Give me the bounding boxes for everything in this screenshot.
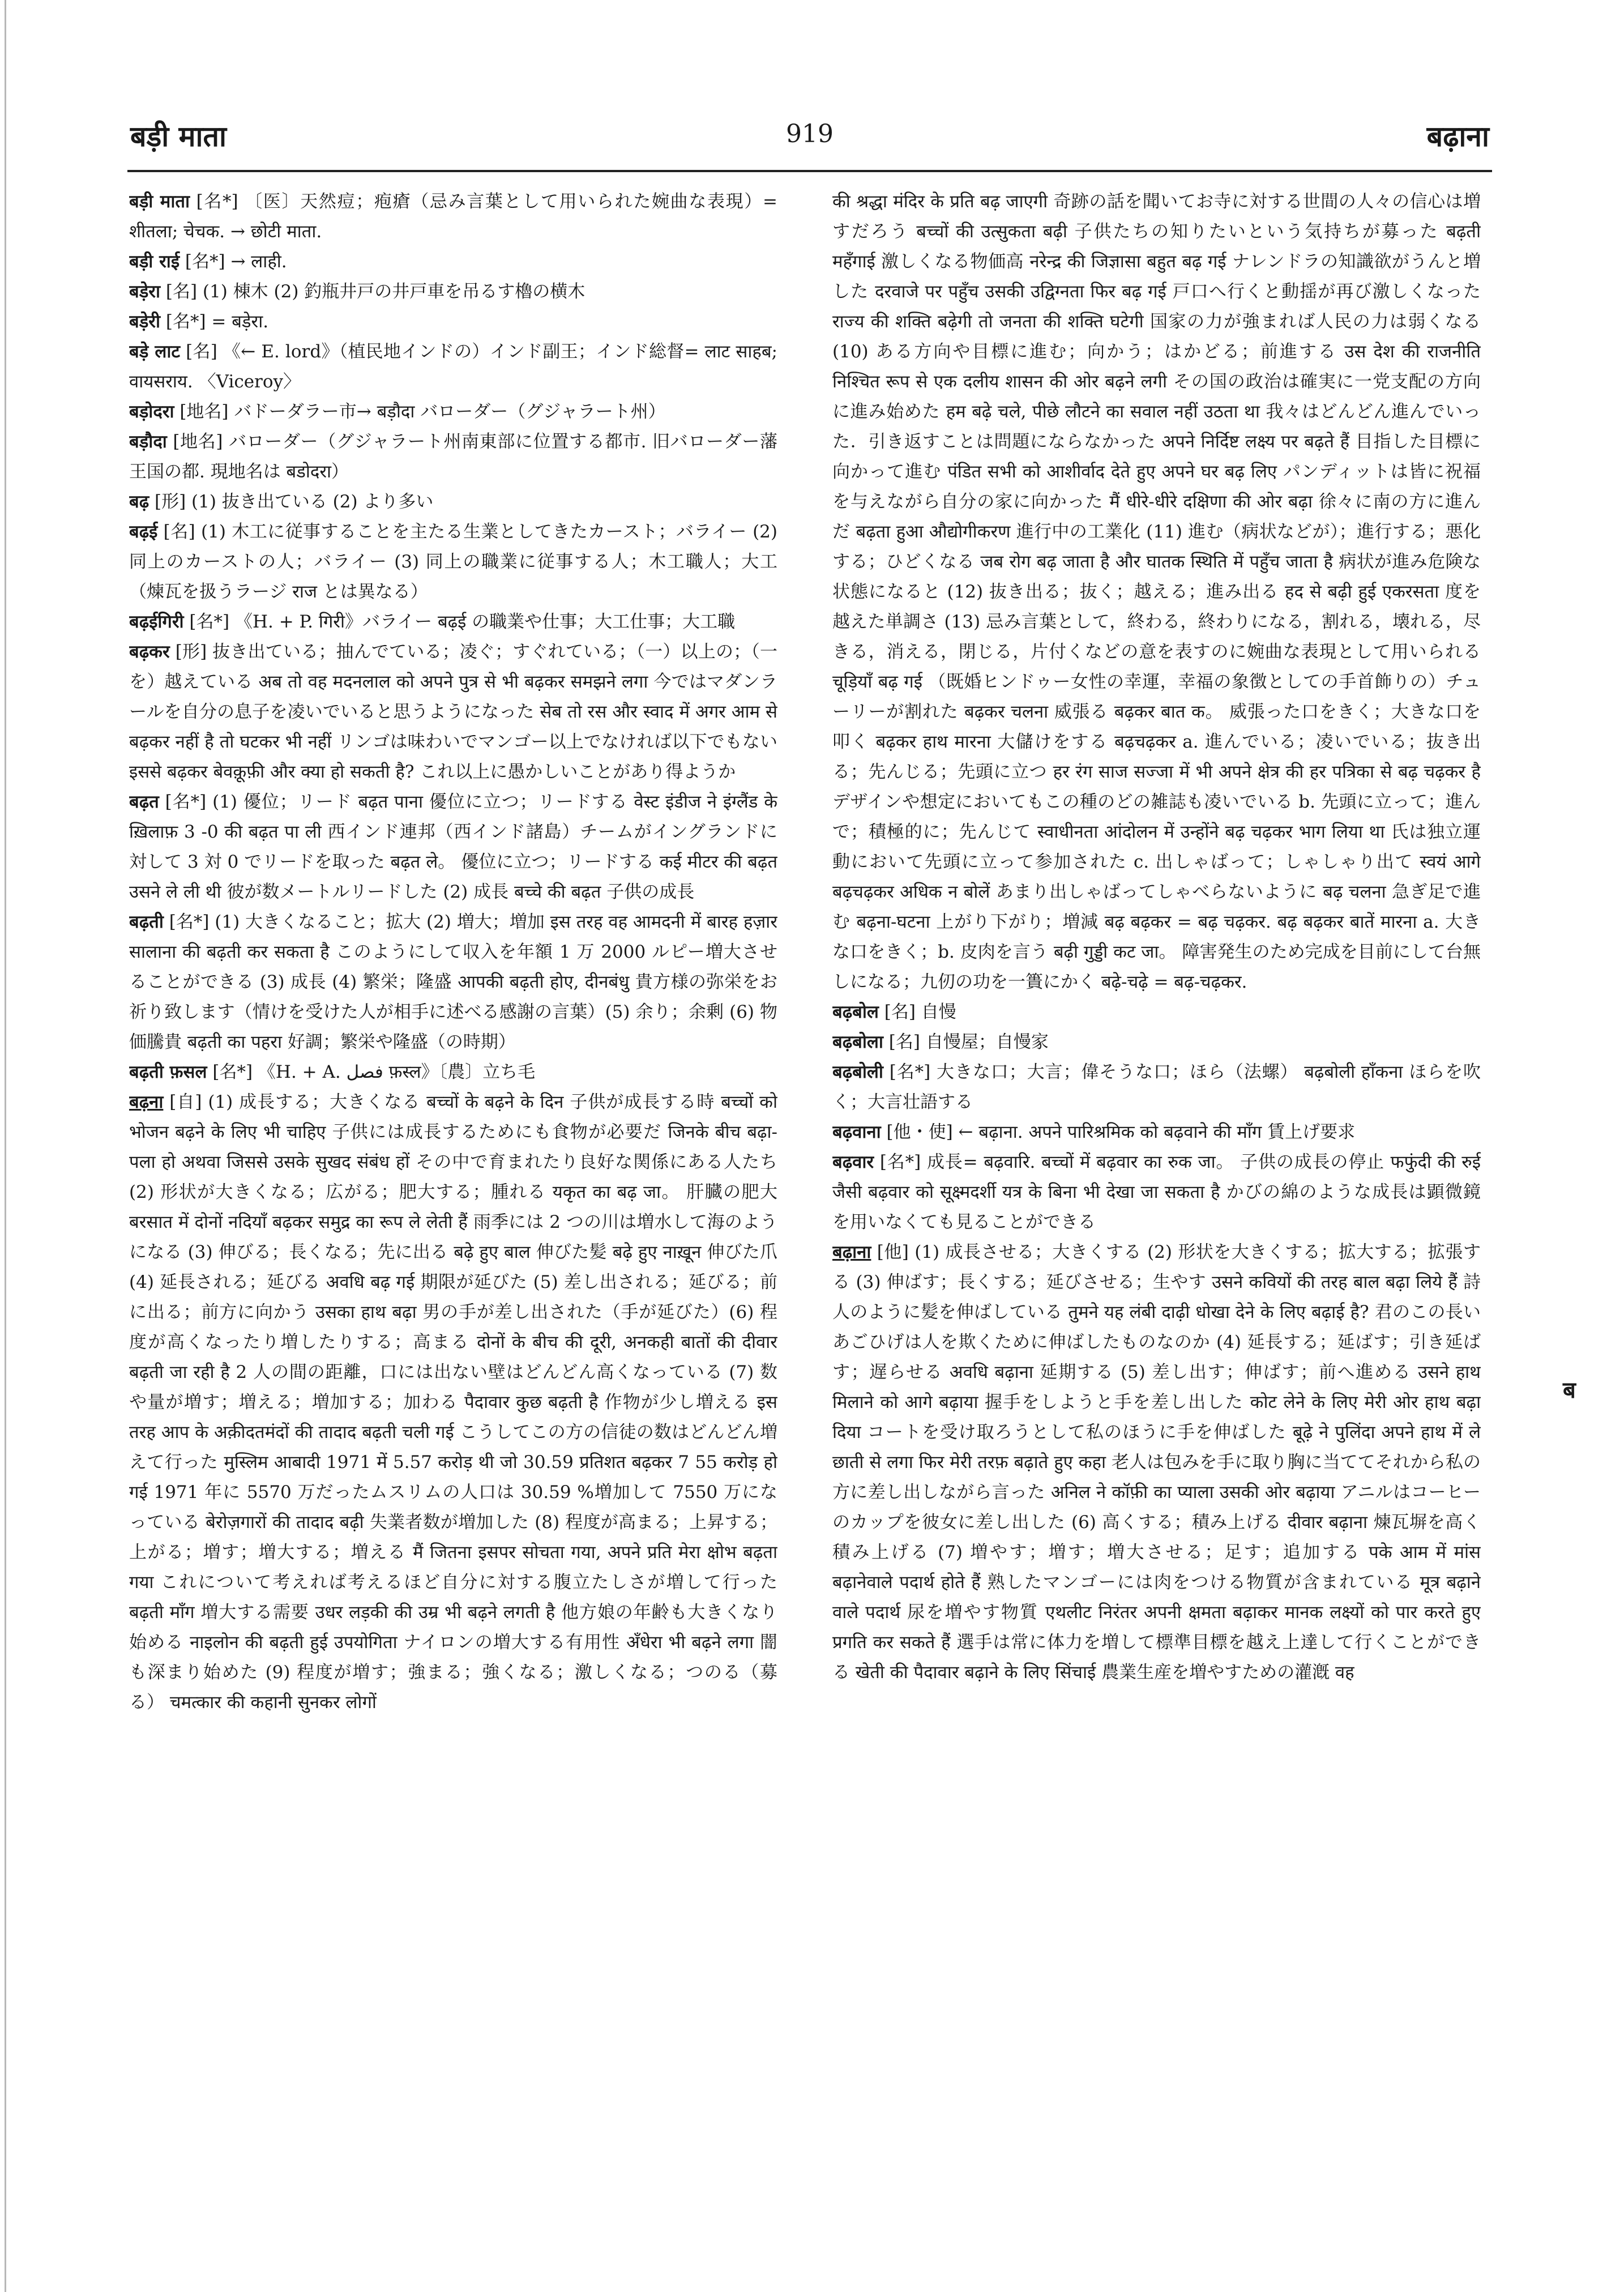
entry-gloss: [名] 自慢屋；自慢家 — [883, 1032, 1049, 1052]
dictionary-entry — [129, 607, 777, 637]
entry-gloss: की श्रद्धा मंदिर के प्रति बढ़ जाएगी 奇跡の話を聞いてお寺に対する世間の人々の信心は増すだろう बच्चों की उत्सुकता बढ़ी 子供たちの知りたいという気持ちが募った बढ़ती महँगाई 激しくなる物価高 नरेन्द्र की जिज्ञासा बहुत बढ़ गई ナレンドラの知識欲がうんと増した दरवाजे पर पहुँच उसकी उद्विग्नता फिर बढ़ गई 戸口へ行くと動揺が再び激しくなった राज्य की शक्ति बढ़ेगी तो जनता की शक्ति घटेगी 国家の力が強まれば人民の力は弱くなる (10) ある方向や目標に進む；向かう；はかどる；前進する उस देश की राजनीति निश्चित रूप से एक दलीय शासन की ओर बढ़ने लगी その国の政治は確実に一党支配の方向に進み始めた हम बढ़े चले, पीछे लौटने का सवाल नहीं उठता था 我々はどんどん進んでいった．引き返すことは問題にならなかった अपने निर्दिष्ट लक्ष्य पर बढ़ते हैं 目指した目標に向かって進む पंडित सभी को आशीर्वाद देते हुए अपने घर बढ़ लिए パンディットは皆に祝福を与えながら自分の家に向かった मैं धीरे-धीरे दक्षिणा की ओर बढ़ा 徐々に南の方に進んだ बढ़ता हुआ औद्योगीकरण 進行中の工業化 (11) 進む（病状などが）；進行する；悪化する；ひどくなる जब रोग बढ़ जाता है और घातक स्थिति में पहुँच जाता है 病状が進み危険な状態になると (12) 抜き出る；抜く；越える；進み出る हद से बढ़ी हुई एकरसता 度を越えた単調さ (13) 忌み言葉として，終わる，終わりになる，割れる，壊れる，尽きる，消える，閉じる，片付くなどの意を表すのに婉曲な表現として用いられる चूड़ियाँ बढ़ गई （既婚ヒンドゥー女性の幸運，幸福の象徴としての手首飾りの）チューリーが割れた बढ़कर चलना 威張る बढ़कर बात क。 威張った口をきく；大きな口を叩く बढ़कर हाथ मारना 大儲けをする बढ़चढ़कर a. 進んでいる；凌いでいる；抜き出る；先んじる；先頭に立つ हर रंग साज सज्जा में भी अपने क्षेत्र की हर पत्रिका से बढ़ चढ़कर है デザインや想定においてもこの種のどの雑誌も凌いでいる b. 先頭に立って；進んで；積極的に；先んじて स्वाधीनता आंदोलन में उन्होंने बढ़ चढ़कर भाग लिया था 氏は独立運動において先頭に立って参加された c. 出しゃばって；しゃしゃり出て स्वयं आगे बढ़चढ़कर अधिक न बोलें あまり出しゃばってしゃべらないように बढ़ चलना 急ぎ足で進む बढ़ना-घटना 上がり下がり；増減 बढ़ बढ़कर = बढ़ चढ़कर. बढ़ बढ़कर बातें मारना a. 大きな口をきく；b. 皮肉を言う बढ़ी गुड्डी कट जा。 障害発生のため完成を目前にして台無しになる；九仞の功を一簣にかく बढ़े-चढ़े = बढ़-चढ़कर. — [832, 191, 1481, 992]
entry-headword: बड़ोदरा — [129, 402, 174, 422]
entry-headword: बड़ेरी — [129, 311, 160, 332]
dictionary-entry — [129, 337, 777, 397]
entry-gloss: [他・使] ← बढ़ाना. अपने पारिश्रमिक को बढ़वाने की माँग 賃上げ要求 — [881, 1122, 1356, 1142]
dictionary-entry — [129, 787, 777, 907]
dictionary-entry — [129, 1057, 777, 1087]
entry-headword: बड़ी माता — [129, 191, 190, 212]
entry-gloss: [地名] バローダー（グジャラート州南東部に位置する都市. 旧バローダー藩王国の都. 現地名は बडोदरा） — [129, 432, 777, 482]
entry-headword: बढ़वार — [832, 1152, 874, 1172]
header-first-entry: बड़ी माता — [130, 119, 226, 153]
entry-headword: बड़ेरा — [129, 281, 160, 302]
dictionary-entry — [832, 1117, 1481, 1147]
dictionary-entry — [129, 277, 777, 307]
header-rule — [127, 170, 1492, 172]
dictionary-entry — [129, 637, 777, 787]
entry-gloss: [地名] バドーダラー市→ बड़ौदा バローダー（グジャラート州） — [174, 402, 666, 422]
entry-gloss: [名*] 《H. + P. गिरी》バライー बढ़ई の職業や仕事；大工仕事；大工職 — [183, 612, 736, 632]
entry-gloss: [名] (1) 木工に従事することを主たる生業としてきたカースト；バライー (2) 同上のカーストの人；バライー (3) 同上の職業に従事する人；木工職人；大工（煉瓦を扱うラージ राज とは異なる） — [129, 522, 777, 602]
page-header — [130, 116, 1489, 167]
dictionary-entry — [129, 247, 777, 277]
entry-headword: बड़ौदा — [129, 432, 167, 452]
dictionary-entry — [129, 517, 777, 607]
entry-gloss: [名*] (1) 優位；リード बढ़त पाना 優位に立つ；リードする वेस्ट इंडीज ने इंग्लैंड के ख़िलाफ़ 3 -0 की बढ़त पा ली 西インド連邦（西インド諸島）チームがイングランドに対して 3 対 0 でリードを取った बढ़त ले。 優位に立つ；リードする कई मीटर की बढ़त उसने ले ली थी 彼が数メートルリードした (2) 成長 बच्चे की बढ़त 子供の成長 — [129, 792, 777, 902]
entry-gloss: [名] (1) 棟木 (2) 釣瓶井戸の井戸車を吊るす櫓の横木 — [160, 281, 586, 302]
entry-gloss: [名*] (1) 大きくなること；拡大 (2) 増大；増加 इस तरह वह आमदनी में बारह हज़ार सालाना की बढ़ती कर सकता है このようにして収入を年額 1 万 2000 ルピー増大させることができる (3) 成長 (4) 繁栄；隆盛 आपकी बढ़ती होए, दीनबंधु 貴方様の弥栄をお祈り致します（情けを受けた人が相手に述べる感謝の言葉）(5) 余り；余剰 (6) 物価騰貴 बढ़ती का पहरा 好調；繁栄や隆盛（の時期） — [129, 912, 777, 1052]
entry-gloss: [自] (1) 成長する；大きくなる बच्चों के बढ़ने के दिन 子供が成長する時 बच्चों को भोजन बढ़ने के लिए भी चाहिए 子供には成長するためにも食物が必要だ जिनके बीच बढ़ा-पला हो अथवा जिससे उसके सुखद संबंध हों その中で育まれたり良好な関係にある人たち (2) 形状が大きくなる；広がる；肥大する；腫れる यकृत का बढ़ जा。 肝臓の肥大 बरसात में दोनों नदियाँ बढ़कर समुद्र का रूप ले लेती हैं 雨季には 2 つの川は増水して海のようになる (3) 伸びる；長くなる；先に出る बढ़े हुए बाल 伸びた髪 बढ़े हुए नाख़ून 伸びた爪 (4) 延長される；延びる अवधि बढ़ गई 期限が延びた (5) 差し出される；延びる；前に出る；前方に向かう उसका हाथ बढ़ा 男の手が差し出された（手が延びた）(6) 程度が高くなったり増したりする；高まる दोनों के बीच की दूरी, अनकही बातों की दीवार बढ़ती जा रही है 2 人の間の距離，口には出ない壁はどんどん高くなっている (7) 数や量が増す；増える；増加する；加わる पैदावार कुछ बढ़ती है 作物が少し増える इस तरह आप के अक़ीदतमंदों की तादाद बढ़ती चली गई こうしてこの方の信徒の数はどんどん増えて行った मुस्लिम आबादी 1971 में 5.57 करोड़ थी जो 30.59 प्रतिशत बढ़कर 7 55 करोड़ हो गई 1971 年に 5570 万だったムスリムの人口は 30.59 %増加して 7550 万になっている बेरोज़गारों की तादाद बढ़ी 失業者数が増加した (8) 程度が高まる；上昇する；上がる；増す；増大する；増える मैं जितना इसपर सोचता गया, अपने प्रति मेरा क्षोभ बढ़ता गया これについて考えれば考えるほど自分に対する腹立たしさが増して行った बढ़ती माँग 増大する需要 उधर लड़की की उम्र भी बढ़ने लगती है 他方娘の年齢も大きくなり始める नाइलोन की बढ़ती हुई उपयोगिता ナイロンの増大する有用性 अँधेरा भी बढ़ने लगा 闇も深まり始めた (9) 程度が増す；強まる；強くなる；激しくなる；つのる（募る） चमत्कार की कहानी सुनकर लोगों — [129, 1092, 777, 1713]
entry-headword: बढ़कर — [129, 642, 170, 662]
entry-gloss: [名*] 大きな口；大言；偉そうな口；ほら（法螺） बढ़बोली हाँकना ほらを吹く；大言壮語する — [832, 1062, 1481, 1112]
entry-headword: बढ़त — [129, 792, 159, 812]
entry-gloss: [名*] 〔医〕天然痘；疱瘡（忌み言葉として用いられた婉曲な表現）= शीतला; चेचक. → छोटी माता. — [129, 191, 777, 242]
entry-gloss: [名] 《← E. lord》（植民地インドの）インド副王；インド総督= लाट साहब; वायसराय. 〈Viceroy〉 — [129, 342, 777, 392]
entry-headword: बढ़ती फ़सल — [129, 1062, 207, 1082]
entry-headword: बढ़बोल — [832, 1002, 879, 1022]
entry-headword: बढ़वाना — [832, 1122, 881, 1142]
dictionary-entry — [832, 1027, 1481, 1057]
entry-headword: बड़े लाट — [129, 342, 181, 362]
dictionary-entry — [832, 1057, 1481, 1117]
entry-gloss: [形] 抜き出ている；抽んでている；凌ぐ；すぐれている；（一）以上の；（一を）越えている अब तो वह मदनलाल को अपने पुत्र से भी बढ़कर समझने लगा 今ではマダンラールを自分の息子を凌いでいると思うようになった सेब तो रस और स्वाद में अगर आम से बढ़कर नहीं है तो घटकर भी नहीं リンゴは味わいでマンゴー以上でなければ以下でもない इससे बढ़कर बेवक़ूफ़ी और क्या हो सकती है? これ以上に愚かしいことがあり得ようか — [129, 642, 777, 782]
entry-headword: बढ़ईगिरी — [129, 612, 184, 632]
entry-gloss: [名*] = बड़ेरा. — [160, 311, 269, 332]
dictionary-entry — [832, 187, 1481, 997]
entry-headword: बढ़ई — [129, 522, 158, 542]
entry-headword: बढ़बोला — [832, 1032, 883, 1052]
entry-headword: बढ़ — [129, 492, 149, 512]
header-last-entry: बढ़ाना — [1426, 119, 1489, 153]
dictionary-entry — [832, 1147, 1481, 1237]
dictionary-entry — [129, 307, 777, 337]
entry-gloss: [他] (1) 成長させる；大きくする (2) 形状を大きくする；拡大する；拡張する (3) 伸ばす；長くする；延びさせる；生やす उसने कवियों की तरह बाल बढ़ा लिये हैं 詩人のように髪を伸ばしている तुमने यह लंबी दाढ़ी धोखा देने के लिए बढ़ाई है? 君のこの長いあごひげは人を欺くために伸ばしたものなのか (4) 延長する；延ばす；引き延ばす；遅らせる अवधि बढ़ाना 延期する (5) 差し出す；伸ばす；前へ進める उसने हाथ मिलाने को आगे बढ़ाया 握手をしようと手を差し出した कोट लेने के लिए मेरी ओर हाथ बढ़ा दिया コートを受け取ろうとして私のほうに手を伸ばした बूढ़े ने पुलिंदा अपने हाथ में ले छाती से लगा फिर मेरी तरफ़ बढ़ाते हुए कहा 老人は包みを手に取り胸に当ててそれから私の方に差し出しながら言った अनिल ने कॉफ़ी का प्याला उसकी ओर बढ़ाया アニルはコーヒーのカップを彼女に差し出した (6) 高くする；積み上げる दीवार बढ़ाना 煉瓦塀を高く積み上げる (7) 増やす；増す；増大させる；足す；追加する पके आम में मांस बढ़ानेवाले पदार्थ होते हैं 熟したマンゴーには肉をつける物質が含まれている मूत्र बढ़ाने वाले पदार्थ 尿を増やす物質 एथलीट निरंतर अपनी क्षमता बढ़ाकर मानक लक्ष्यों को पार करते हुए प्रगति कर सकते हैं 選手は常に体力を増して標準目標を越え上達して行くことができる खेती की पैदावार बढ़ाने के लिए सिंचाई 農業生産を増やすための灌漑 वह — [832, 1242, 1481, 1683]
right-column — [832, 187, 1481, 2277]
page-number: 919 — [786, 119, 834, 148]
entry-headword: बढ़ाना — [832, 1242, 871, 1262]
page-gutter-line — [5, 0, 6, 2292]
dictionary-entry — [129, 907, 777, 1057]
entry-headword: बढ़ती — [129, 912, 164, 932]
dictionary-entry — [129, 427, 777, 487]
entry-headword: बड़ी राई — [129, 251, 180, 272]
dictionary-entry — [129, 397, 777, 427]
entry-headword: बढ़ना — [129, 1092, 164, 1112]
dictionary-entry — [832, 997, 1481, 1027]
entry-gloss: [形] (1) 抜き出ている (2) より多い — [149, 492, 434, 512]
entry-headword: बढ़बोली — [832, 1062, 883, 1082]
entry-gloss: [名] 自慢 — [878, 1002, 956, 1022]
dictionary-entry — [832, 1237, 1481, 1688]
thumb-index-letter: ब — [1563, 1377, 1576, 1403]
entry-gloss: [名*] 《H. + A. فصل फ़स्ल》〔農〕立ち毛 — [207, 1062, 536, 1082]
left-column — [129, 187, 777, 2277]
dictionary-entry — [129, 187, 777, 247]
entry-gloss: [名*] 成長= बढ़वारि. बच्चों में बढ़वार का रुक जा。 子供の成長の停止 फफुंदी की रुई जैसी बढ़वार को सूक्ष्मदर्शी यत्र के बिना भी देखा जा सकता है かびの綿のような成長は顕微鏡を用いなくても見ることができる — [832, 1152, 1481, 1232]
entry-gloss: [名*] → लाही. — [180, 251, 287, 272]
dictionary-entry — [129, 487, 777, 517]
dictionary-entry — [129, 1087, 777, 1718]
